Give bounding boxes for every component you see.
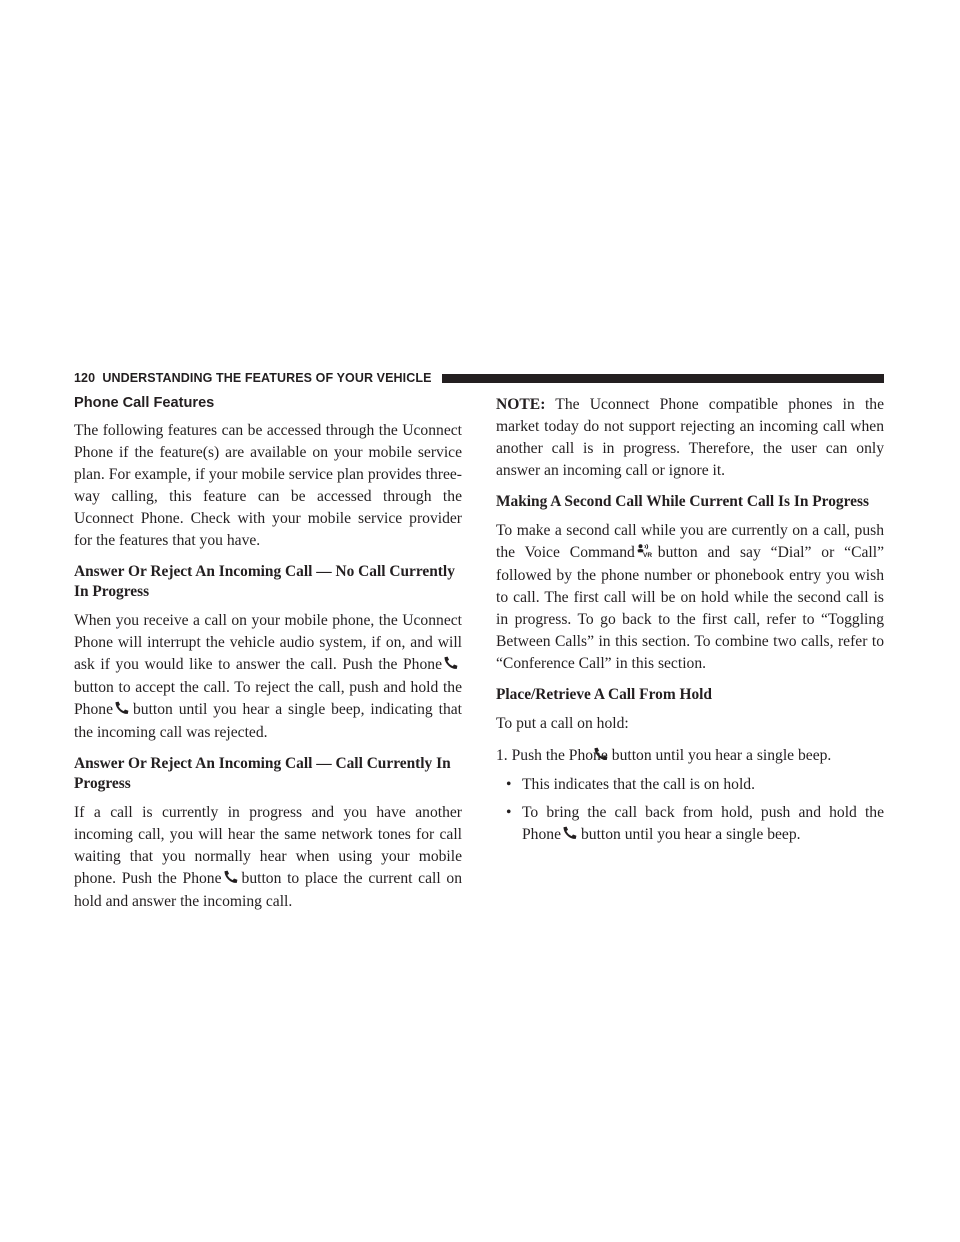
bullet-dot: • [506, 804, 512, 821]
text-run: button until you hear a single beep. [611, 747, 832, 764]
page-number: 120 [74, 371, 96, 385]
note-text: The Uconnect Phone compatible phones in the market today do not support rejecting an incoming call when another call is in progress. Therefore, the user can only answer an incoming call or ignore it. [496, 396, 884, 479]
text-run: This indicates that the call is on hold. [522, 776, 755, 793]
intro-paragraph: The following features can be accessed through the Uconnect Phone if the feature(s) are available on your mobile service plan. For example, if your mobile service plan provides three-way calling, this feature can be accessed through the Uconnect Phone. Check with your mobile service provider for the features that you have. [74, 422, 462, 549]
phone-icon [223, 869, 240, 891]
svg-text:VR: VR [642, 552, 652, 558]
right-column [496, 394, 884, 853]
text-run: button to accept the call. To reject the call, push and hold the Phone [74, 679, 462, 718]
note-label: NOTE: [496, 396, 546, 413]
bullet-dot: • [506, 776, 512, 793]
paragraph-no-call [74, 610, 462, 744]
phone-icon [114, 700, 131, 722]
note-paragraph [496, 394, 884, 482]
section-title: UNDERSTANDING THE FEATURES OF YOUR VEHICLE [102, 371, 432, 385]
text-run: button until you hear a single beep. [580, 826, 801, 843]
header-label [74, 371, 432, 385]
paragraph-call-in-progress [74, 802, 462, 913]
text-run: 1. Push the Phone [496, 747, 608, 764]
subheading-no-call: Answer Or Reject An Incoming Call — No Call Currently In Progress [74, 563, 455, 600]
text-run: If a call is currently in progress and you have another incoming call, you will hear the same network tones for call waiting that you normally hear when using your mobile phone. Push the Phone [74, 804, 462, 887]
subheading-call-in-progress: Answer Or Reject An Incoming Call — Call Currently In Progress [74, 755, 451, 792]
subheading-hold: Place/Retrieve A Call From Hold [496, 686, 712, 703]
phone-icon [443, 655, 460, 677]
bullet-item [496, 774, 884, 796]
bullet-item [496, 802, 884, 847]
paragraph-second-call [496, 520, 884, 675]
page-header [74, 371, 884, 385]
phone-icon [609, 746, 610, 768]
step-1 [496, 745, 884, 768]
text-run: button and say “Dial” or “Call” followed by the phone number or phonebook entry you wish to call. The first call will be on hold while the second call is in progress. To go back to the first call, refer to “Toggling Between Calls” in this section. To combine two calls, refer to “Conference Call” in this section. [496, 544, 885, 672]
subheading-second-call: Making A Second Call While Current Call Is In Progress [496, 493, 869, 510]
voice-command-icon [636, 543, 656, 565]
section-heading: Phone Call Features [74, 395, 215, 411]
text-run: When you receive a call on your mobile phone, the Uconnect Phone will interrupt the vehicle audio system, if on, and will ask if you would like to answer the call. Push the Phone [74, 612, 462, 673]
text-run: button until you hear a single beep, indicating that the incoming call was rejected. [74, 701, 462, 741]
text-run: To bring the call back from hold, push and hold the Phone [522, 804, 884, 843]
hold-intro: To put a call on hold: [496, 715, 629, 732]
left-column [74, 394, 462, 923]
phone-icon [562, 825, 579, 847]
header-rule [442, 374, 884, 383]
text-run: button to place the current call on hold and answer the incoming call. [74, 870, 462, 910]
text-run: To make a second call while you are currently on a call, push the Voice Command [496, 522, 884, 561]
